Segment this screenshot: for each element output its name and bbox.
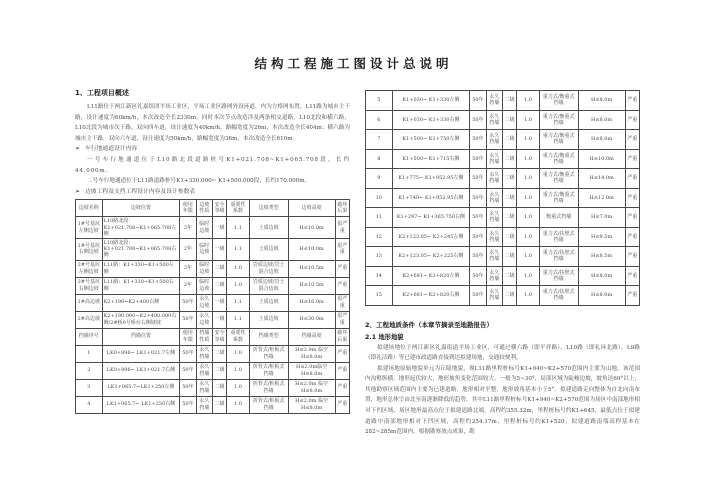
table-cell: 50年 — [470, 227, 486, 247]
table-cell: 重要性系数 — [227, 200, 249, 217]
table-cell: 边坡性质 — [196, 200, 212, 217]
table-cell: K2+190.000~K2+400.000右侧/2#桥0号桥台右侧坡坡 — [102, 311, 180, 328]
table-cell: 严重 — [625, 169, 639, 189]
table-cell: 重力式/衡重式挡墙 — [539, 188, 578, 208]
table-cell: 50年 — [180, 379, 196, 396]
table-cell: H≤10.0m — [288, 238, 335, 260]
table-cell: K2+123.05~ K2+225右侧 — [392, 247, 470, 267]
table-cell: 很严重 — [335, 294, 349, 311]
right-column — [365, 88, 640, 438]
tunnel1-text: 一号车行地通道位于L10路北段道路桩号K1+021.708~K1+065.708段，长约44.000m。 — [75, 156, 350, 174]
table-cell: 严重 — [625, 266, 639, 286]
table-cell: L11路：K1+330~K1+500右侧 — [102, 277, 180, 294]
table-cell: 使用年限 — [180, 328, 196, 345]
table-cell: 重力式/衡重式挡墙 — [539, 149, 578, 169]
table-cell: 岩质边坡/岩土混合边坡 — [249, 260, 288, 277]
table-cell: 二级 — [212, 277, 226, 294]
table-cell: 严重 — [625, 149, 639, 169]
table-cell: 1 — [76, 345, 103, 362]
table-cell: K1+297~ K1+365.750右侧 — [392, 208, 470, 228]
table-cell: 二级 — [502, 169, 516, 189]
table-cell: 50年 — [180, 396, 196, 413]
table-cell: 折背式/桩板式挡墙 — [249, 379, 288, 396]
table-cell: 1.1 — [227, 311, 249, 328]
table-cell: L10路北段：K1+021.708~K1+065.708左侧 — [102, 217, 180, 239]
table-cell: 2年 — [180, 217, 196, 239]
table-cell: 2#号基坑右侧边坡 — [76, 277, 103, 294]
table-row — [366, 91, 640, 111]
table-cell: 永久挡墙 — [486, 247, 502, 267]
table-row — [366, 130, 640, 150]
table-cell: 50年 — [470, 169, 486, 189]
table-cell: 50年 — [470, 286, 486, 306]
table-cell: 永久挡墙 — [196, 379, 212, 396]
table-cell: K1+030~ K1+330左侧 — [392, 91, 470, 111]
table-cell: 严重 — [625, 188, 639, 208]
table-cell: 50年 — [180, 345, 196, 362]
table-cell: 严重 — [335, 345, 349, 362]
table-cell: 14 — [366, 266, 393, 286]
table-cell: 15 — [366, 286, 393, 306]
table-cell: 二级 — [502, 188, 516, 208]
table-cell: 50年 — [470, 91, 486, 111]
table-cell: 使用年限 — [180, 200, 196, 217]
table-cell: H≤8.0m — [578, 110, 625, 130]
table-cell: 严重 — [335, 362, 349, 379]
table-cell: 4 — [76, 396, 103, 413]
table-cell: 挡墙位置 — [102, 328, 180, 345]
table-cell: 2年 — [180, 260, 196, 277]
table-cell: K1+030~ K1+330右侧 — [392, 110, 470, 130]
table-cell: 1.0 — [227, 379, 249, 396]
table-cell: 破坏后果 — [335, 328, 349, 345]
table-cell: 永久挡墙 — [486, 286, 502, 306]
table-row — [366, 169, 640, 189]
table-cell: 一级 — [212, 311, 226, 328]
section2-1-heading: 2.1 地形地貌 — [365, 333, 404, 341]
table-cell: 1.1 — [227, 294, 249, 311]
table-row — [76, 379, 350, 396]
table-cell: H≤10.0m — [288, 217, 335, 239]
table-cell: 临时边坡 — [196, 238, 212, 260]
table-cell: 二级 — [212, 345, 226, 362]
table-cell: 3 — [76, 379, 103, 396]
table-cell: LK1+065.7~LK1+250左侧 — [102, 379, 180, 396]
table-cell: 2 — [76, 362, 103, 379]
table-cell: 严重 — [625, 130, 639, 150]
table-cell: 永久边坡 — [196, 294, 212, 311]
table-cell: 1.0 — [227, 260, 249, 277]
table-cell: 二级 — [502, 227, 516, 247]
table-cell: 1.0 — [227, 277, 249, 294]
table-cell: 8 — [366, 149, 393, 169]
table-header-row — [76, 328, 350, 345]
table-cell: 严重 — [335, 379, 349, 396]
bullet-tunnel-design: ➢ 车行地通道设计内容 — [75, 144, 350, 155]
table-cell: 1#号基坑右侧边坡 — [76, 238, 103, 260]
table-row — [76, 311, 350, 328]
table-cell: H≤12.0m — [578, 188, 625, 208]
slope-wall-table — [75, 199, 350, 413]
table-cell: 1.0 — [517, 149, 539, 169]
table-cell: 土质边坡 — [249, 217, 288, 239]
table-row — [76, 260, 350, 277]
table-cell: 折背式/桩板式挡墙 — [249, 345, 288, 362]
table-cell: 1.1 — [227, 238, 249, 260]
table-cell: 永久挡墙 — [486, 169, 502, 189]
wall-table-continued — [365, 90, 640, 306]
table-cell: 严重 — [625, 110, 639, 130]
table-cell: 严重 — [335, 277, 349, 294]
table-cell: 严重 — [335, 260, 349, 277]
table-cell: 50年 — [470, 266, 486, 286]
table-cell: H≤8.0m — [578, 91, 625, 111]
table-cell: 重力式/扶壁式挡墙 — [539, 227, 578, 247]
table-cell: 重力式/衡重式挡墙 — [539, 169, 578, 189]
table-cell: 严重 — [625, 208, 639, 228]
table-cell: 5 — [366, 91, 393, 111]
table-cell: 50年 — [470, 149, 486, 169]
table-cell: 1.0 — [227, 345, 249, 362]
table-cell: 一级 — [212, 217, 226, 239]
table-cell: 破坏后果 — [335, 200, 349, 217]
table-cell: 永久挡墙 — [486, 110, 502, 130]
table-cell: 折背式/桩板式挡墙 — [249, 362, 288, 379]
table-cell: 严重 — [625, 91, 639, 111]
table-cell: H≤8.0m — [578, 266, 625, 286]
table-cell: 安全等级 — [212, 328, 226, 345]
table-cell: H≤10.5m — [288, 260, 335, 277]
table-row — [366, 227, 640, 247]
table-cell: 永久挡墙 — [486, 130, 502, 150]
table-cell: 50年 — [470, 130, 486, 150]
table-cell: 一级 — [212, 238, 226, 260]
table-cell: 边坡高度 — [288, 200, 335, 217]
terrain-para-1: 拟建场地位于两江新区礼嘉街道平场工业区，可通过横六路（即平祥路）、L10路（即礼环北路）、L9路（即礼洁路）等已建市政道路直接到达拟建场地，交通较便利。 — [365, 344, 640, 362]
table-cell: 1.0 — [517, 247, 539, 267]
table-cell: 1.0 — [517, 266, 539, 286]
table-cell: 临时边坡 — [196, 260, 212, 277]
table-cell: 50年 — [470, 188, 486, 208]
table-cell: 临时边坡 — [196, 217, 212, 239]
table-cell: 50年 — [470, 110, 486, 130]
table-row — [366, 266, 640, 286]
table-cell: K1+740~ K1+952.95右侧 — [392, 188, 470, 208]
table-cell: 1.0 — [517, 91, 539, 111]
table-cell: 永久挡墙 — [486, 149, 502, 169]
table-cell: 永久挡墙 — [486, 188, 502, 208]
table-cell: 土质边坡 — [249, 311, 288, 328]
table-cell: 二级 — [212, 379, 226, 396]
table-cell: H≤10.5m — [288, 277, 335, 294]
table-cell: 边坡名称 — [76, 200, 103, 217]
table-cell: 重力式/扶壁式挡墙 — [539, 247, 578, 267]
table-cell: 重力式/衡重式挡墙 — [539, 130, 578, 150]
table-cell: H≤30.0m — [288, 311, 335, 328]
table-cell: LK0+896~ LK1+021.7左侧 — [102, 345, 180, 362]
table-cell: 很严重 — [335, 217, 349, 239]
table-cell: 7 — [366, 130, 393, 150]
table-cell: 2#号基坑左侧边坡 — [76, 260, 103, 277]
section2-heading: 2、工程地质条件（本章节摘录至地勘报告） — [365, 320, 494, 329]
table-cell: L11路：K1+330~K1+500左侧 — [102, 260, 180, 277]
table-cell: H≤7.0m — [578, 208, 625, 228]
table-cell: 6 — [366, 110, 393, 130]
project-intro: L11路位于两江新区礼嘉组团平场工业区，平场工业区路网外设环道，内为方格网布置。L11路为城市主干路，设计速度为60km/h，本次改造全长2330m，同时本次节点改造涉及两条相交道路，L10北段和横六路，L10北段为城市次干路，双向四车道，设计速度为40km/h，路幅宽度为26m，本次改造全长404m；横六路为城市主干路，双向六车道，设计速度为50km/h，路幅宽度为36m，本次改造全长610m。 — [75, 104, 350, 142]
table-row — [366, 149, 640, 169]
table-cell: 二级 — [502, 266, 516, 286]
table-cell: 挡墙类型 — [249, 328, 288, 345]
table-cell: 2#高边坡 — [76, 311, 103, 328]
table-cell: 永久挡墙 — [486, 91, 502, 111]
table-row — [76, 277, 350, 294]
arrow-bullet-icon: ➢ — [75, 146, 80, 153]
table-cell: 二级 — [212, 260, 226, 277]
table-row — [76, 362, 350, 379]
section1-heading: 1、工程项目概述 — [75, 89, 129, 97]
table-cell: 土质边坡 — [249, 238, 288, 260]
table-row — [76, 294, 350, 311]
table-cell: H≤2.0m 临空H≤8.0m — [288, 379, 335, 396]
table-cell: 严重 — [335, 396, 349, 413]
table-cell: K1+500~ K1+715右侧 — [392, 149, 470, 169]
table-cell: 重力式/扶壁式挡墙 — [539, 266, 578, 286]
table-cell: 11 — [366, 208, 393, 228]
table-cell: LK1+065.7~ LK1+250右侧 — [102, 396, 180, 413]
table-cell: 二级 — [502, 247, 516, 267]
table-cell: H≤2.0m临空H≤8.0m — [288, 362, 335, 379]
table-row — [366, 208, 640, 228]
table-cell: H≤9.5m — [578, 227, 625, 247]
table-cell: H≤8.0m — [578, 130, 625, 150]
table-row — [76, 396, 350, 413]
table-row — [76, 217, 350, 239]
table-cell: K2+123.05~ K2+245左侧 — [392, 227, 470, 247]
table-cell: 岩质边坡/岩土混合边坡 — [249, 277, 288, 294]
table-cell: 2年 — [180, 238, 196, 260]
table-header-row — [76, 200, 350, 217]
table-cell: K1+775~ K1+952.95左侧 — [392, 169, 470, 189]
table-cell: 1.0 — [227, 362, 249, 379]
table-cell: 50年 — [470, 247, 486, 267]
table-cell: 永久边坡 — [196, 311, 212, 328]
table-cell: 2年 — [180, 277, 196, 294]
table-row — [76, 345, 350, 362]
table-cell: H≤8.0m — [578, 286, 625, 306]
table-cell: 1.0 — [517, 169, 539, 189]
table-cell: 10 — [366, 188, 393, 208]
table-cell: 永久挡墙 — [486, 208, 502, 228]
table-cell: 1.0 — [517, 227, 539, 247]
table-cell: 二级 — [502, 149, 516, 169]
table-cell: 1.0 — [517, 130, 539, 150]
table-cell: 重力式/扶壁式挡墙 — [539, 286, 578, 306]
table-cell: 永久挡墙 — [486, 266, 502, 286]
table-cell: 安全等级 — [212, 200, 226, 217]
table-cell: 重力式/衡重式挡墙 — [539, 91, 578, 111]
table-cell: 1#号基坑左侧边坡 — [76, 217, 103, 239]
table-cell: 很严重 — [335, 311, 349, 328]
table-cell: H≤14.0m — [578, 169, 625, 189]
table-cell: 二级 — [502, 110, 516, 130]
table-cell: H≤2.0m 临空H≤8.0m — [288, 396, 335, 413]
table-cell: 1.0 — [517, 286, 539, 306]
table-cell: K2+681~ K2+820左侧 — [392, 266, 470, 286]
table-cell: 1.0 — [517, 188, 539, 208]
table-cell: 很严重 — [335, 238, 349, 260]
table-cell: 永久挡墙 — [196, 345, 212, 362]
terrain-para-2: 拟建场地原始地貌单元为丘陵地貌，现L11路里程桩标号K1+940~K2+570范围内主要为山地，该范围内沟壑纵横，地形起伏较大，地形坡角变化范围较大，一般为5~30°，局部区域为陡峻边坡，坡角达60°以上；其他勘察区域范围内主要为已建道路，地形相对平整，地形坡角基本小于5°。拟建道路走向整体为自北向南布置，地形总体呈由北至南逐渐降低的趋势，其中L11路里程桩标号K1+940~K2+570范围为场区中南部地形相对下凹区域，场区地形最高点位于拟建道路北端，高程约355.32m，里程桩标号约K1+645，最低点位于拟建道路中南部地形相对下凹区域，高程约254.17m，里程桩标号约K1+520，拟建道路南端高程基本在282~285m范围内，根据勘察放点成果，勘 — [365, 365, 640, 436]
table-cell: 折背式/桩板式挡墙 — [249, 396, 288, 413]
table-cell: 50年 — [180, 362, 196, 379]
table-row — [366, 110, 640, 130]
table-cell: K2+681~ K2+820右侧 — [392, 286, 470, 306]
table-cell: L10路北段：K1+021.708~K1+065.708右侧 — [102, 238, 180, 260]
table-cell: 二级 — [502, 130, 516, 150]
table-cell: 边坡位置 — [102, 200, 180, 217]
table-cell: 重要性系数 — [227, 328, 249, 345]
table-cell: LK0+896~ LK1+021.7右侧 — [102, 362, 180, 379]
bullet-slope-design: ➢ 边坡工程及支挡工程设计内容及设计参数表 — [75, 187, 350, 198]
left-column — [75, 88, 350, 414]
table-cell: 一级 — [212, 294, 226, 311]
table-cell: 1.0 — [517, 110, 539, 130]
tunnel2-text: 二号车行地通道位于L11路道路桩号K1+330.000~ K1+500.000段，长约170.000m。 — [87, 178, 311, 185]
table-cell: H≤8.5m — [578, 247, 625, 267]
table-cell: 12 — [366, 227, 393, 247]
table-cell: K2+190~K2+400右侧 — [102, 294, 180, 311]
table-cell: 二级 — [502, 91, 516, 111]
table-cell: 永久挡墙 — [196, 396, 212, 413]
page-title: 结构工程施工图设计总说明 — [254, 56, 453, 71]
table-cell: 50年 — [180, 311, 196, 328]
table-cell: 二级 — [212, 362, 226, 379]
arrow-bullet-icon: ➢ — [75, 188, 80, 195]
table-cell: 重力式/衡重式挡墙 — [539, 110, 578, 130]
table-cell: 挡墙性质 — [196, 328, 212, 345]
table-cell: 严重 — [625, 247, 639, 267]
table-row — [76, 238, 350, 260]
table-row — [366, 247, 640, 267]
table-cell: 衡重式挡墙 — [539, 208, 578, 228]
table-cell: 二级 — [212, 396, 226, 413]
table-cell: H≤2.0m 临空H≤8.0m — [288, 345, 335, 362]
table-cell: 二级 — [502, 286, 516, 306]
table-cell: 挡墙序号 — [76, 328, 103, 345]
table-cell: 边坡类型 — [249, 200, 288, 217]
table-cell: 永久挡墙 — [486, 227, 502, 247]
table-cell: 二级 — [502, 208, 516, 228]
table-cell: 挡墙高度 — [288, 328, 335, 345]
table-row — [366, 188, 640, 208]
table-cell: 9 — [366, 169, 393, 189]
table-cell: 土质边坡 — [249, 294, 288, 311]
table-cell: 13 — [366, 247, 393, 267]
table-cell: 50年 — [470, 208, 486, 228]
table-cell: H≤10.0m — [578, 149, 625, 169]
table-row — [366, 286, 640, 306]
table-cell: 1.1 — [227, 217, 249, 239]
table-cell: 1.0 — [517, 208, 539, 228]
table-cell: 50年 — [180, 294, 196, 311]
table-cell: 永久挡墙 — [196, 362, 212, 379]
table-cell: 1#高边坡 — [76, 294, 103, 311]
table-cell: K1+500~ K1+750左侧 — [392, 130, 470, 150]
table-cell: H≤16.0m — [288, 294, 335, 311]
table-cell: 临时边坡 — [196, 277, 212, 294]
table-cell: 严重 — [625, 286, 639, 306]
table-cell: 严重 — [625, 227, 639, 247]
table-cell: 1.0 — [227, 396, 249, 413]
